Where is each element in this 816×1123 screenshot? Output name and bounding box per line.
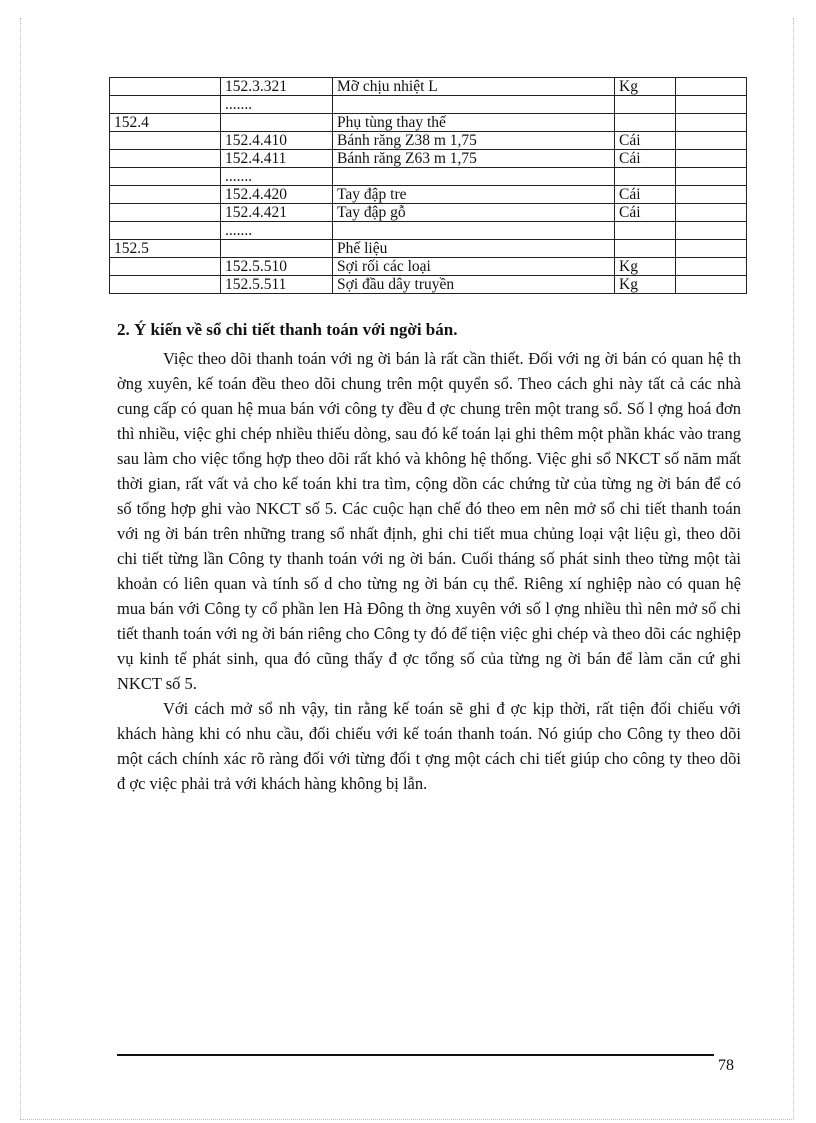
subaccount-code-cell: 152.4.421	[221, 204, 333, 222]
extra-cell	[676, 258, 747, 276]
extra-cell	[676, 240, 747, 258]
extra-cell	[676, 96, 747, 114]
material-name-cell	[333, 96, 615, 114]
table-row	[110, 78, 747, 96]
extra-cell	[676, 132, 747, 150]
material-name-cell: Tay đập gỗ	[333, 204, 615, 222]
account-code-cell	[110, 78, 221, 96]
account-code-cell	[110, 258, 221, 276]
unit-cell	[615, 114, 676, 132]
subaccount-code-cell: .......	[221, 168, 333, 186]
table-row	[110, 240, 747, 258]
table-row	[110, 222, 747, 240]
table-row	[110, 150, 747, 168]
subaccount-code-cell: 152.4.410	[221, 132, 333, 150]
extra-cell	[676, 114, 747, 132]
subaccount-code-cell: 152.5.511	[221, 276, 333, 294]
unit-cell: Cái	[615, 150, 676, 168]
subaccount-code-cell	[221, 114, 333, 132]
table-row	[110, 168, 747, 186]
extra-cell	[676, 222, 747, 240]
material-name-cell: Bánh răng Z63 m 1,75	[333, 150, 615, 168]
material-name-cell: Sợi đầu dây truyền	[333, 276, 615, 294]
unit-cell: Cái	[615, 186, 676, 204]
material-name-cell: Bánh răng Z38 m 1,75	[333, 132, 615, 150]
subaccount-code-cell: .......	[221, 222, 333, 240]
extra-cell	[676, 150, 747, 168]
extra-cell	[676, 186, 747, 204]
extra-cell	[676, 168, 747, 186]
unit-cell: Cái	[615, 132, 676, 150]
table-row	[110, 204, 747, 222]
unit-cell: Kg	[615, 78, 676, 96]
account-code-cell	[110, 186, 221, 204]
account-code-cell: 152.5	[110, 240, 221, 258]
table-row	[110, 186, 747, 204]
section-heading: 2. Ý kiến về sổ chi tiết thanh toán với ngời bán.	[117, 320, 458, 339]
paragraph: Việc theo dõi thanh toán với ng ời bán là rất cần thiết. Đối với ng ời bán có quan hệ th ờng xuyên, kế toán đều theo dõi chung trên một quyển sổ. Theo cách ghi này tất cả các nhà cung cấp có quan hệ mua bán với công ty đều đ ợc chung trên một trang sổ. Số l ợng hoá đơn thì nhiều, việc ghi chép nhiều thiếu dòng, sau đó kế toán lại ghi thêm một phần khác vào trang sau làm cho việc tổng hợp theo dõi rất khó và không hệ thống. Việc ghi sổ NKCT số năm mất thời gian, rất vất vả cho kế toán khi tra tìm, cộng dồn các chứng từ của từng ng ời bán để có số tổng hợp ghi vào NKCT số 5. Các cuộc hạn chế đó theo em nên mở sổ chi tiết thanh toán với ng ời bán trên những trang sổ nhất định, ghi chi tiết mua chủng loại vật liệu gì, theo dõi chi tiết từng lần Công ty thanh toán với ng ời bán. Cuối tháng số phát sinh theo từng một tài khoản có liên quan và tính số d cho từng ng ời bán cụ thể. Riêng xí nghiệp nào có quan hệ mua bán với Công ty cổ phần len Hà Đông th ờng xuyên với số l ợng nhiều thì nên mở sổ chi tiết thanh toán với ng ời bán riêng cho Công ty đó để tiện việc ghi chép và theo dõi các nghiệp vụ kinh tế phát sinh, qua đó cũng thấy đ ợc tổng số của từng ng ời bán để làm căn cứ ghi NKCT số 5.	[117, 349, 741, 693]
material-name-cell	[333, 222, 615, 240]
extra-cell	[676, 204, 747, 222]
subaccount-code-cell: 152.3.321	[221, 78, 333, 96]
material-name-cell: Phế liệu	[333, 240, 615, 258]
material-name-cell: Mỡ chịu nhiệt L	[333, 78, 615, 96]
unit-cell	[615, 168, 676, 186]
unit-cell	[615, 240, 676, 258]
subaccount-code-cell: 152.4.420	[221, 186, 333, 204]
account-code-cell	[110, 150, 221, 168]
account-code-cell	[110, 222, 221, 240]
material-name-cell: Sợi rối các loại	[333, 258, 615, 276]
table-row	[110, 132, 747, 150]
account-code-cell	[110, 96, 221, 114]
extra-cell	[676, 78, 747, 96]
unit-cell: Kg	[615, 276, 676, 294]
account-code-cell	[110, 276, 221, 294]
material-name-cell: Phụ tùng thay thế	[333, 114, 615, 132]
account-code-cell: 152.4	[110, 114, 221, 132]
table-row	[110, 276, 747, 294]
table-row	[110, 96, 747, 114]
material-name-cell	[333, 168, 615, 186]
subaccount-code-cell: 152.4.411	[221, 150, 333, 168]
unit-cell: Kg	[615, 258, 676, 276]
account-table	[109, 77, 747, 294]
account-code-cell	[110, 132, 221, 150]
table-row	[110, 258, 747, 276]
page-number: 78	[718, 1057, 734, 1074]
material-name-cell: Tay đập tre	[333, 186, 615, 204]
subaccount-code-cell	[221, 240, 333, 258]
account-table-body	[110, 78, 747, 294]
account-code-cell	[110, 168, 221, 186]
extra-cell	[676, 276, 747, 294]
unit-cell	[615, 222, 676, 240]
unit-cell	[615, 96, 676, 114]
account-code-cell	[110, 204, 221, 222]
section-body	[117, 346, 741, 796]
unit-cell: Cái	[615, 204, 676, 222]
subaccount-code-cell: .......	[221, 96, 333, 114]
table-row	[110, 114, 747, 132]
footer-rule	[117, 1054, 714, 1056]
subaccount-code-cell: 152.5.510	[221, 258, 333, 276]
paragraph: Với cách mở sổ nh vậy, tin rằng kế toán sẽ ghi đ ợc kịp thời, rất tiện đối chiếu với khách hàng khi có nhu cầu, đối chiếu với kế toán thanh toán. Nó giúp cho Công ty theo dõi một cách chính xác rõ ràng đối với từng đối t ợng một cách chi tiết giúp cho công ty theo dõi đ ợc việc phải trả với khách hàng không bị lẫn.	[117, 699, 741, 793]
